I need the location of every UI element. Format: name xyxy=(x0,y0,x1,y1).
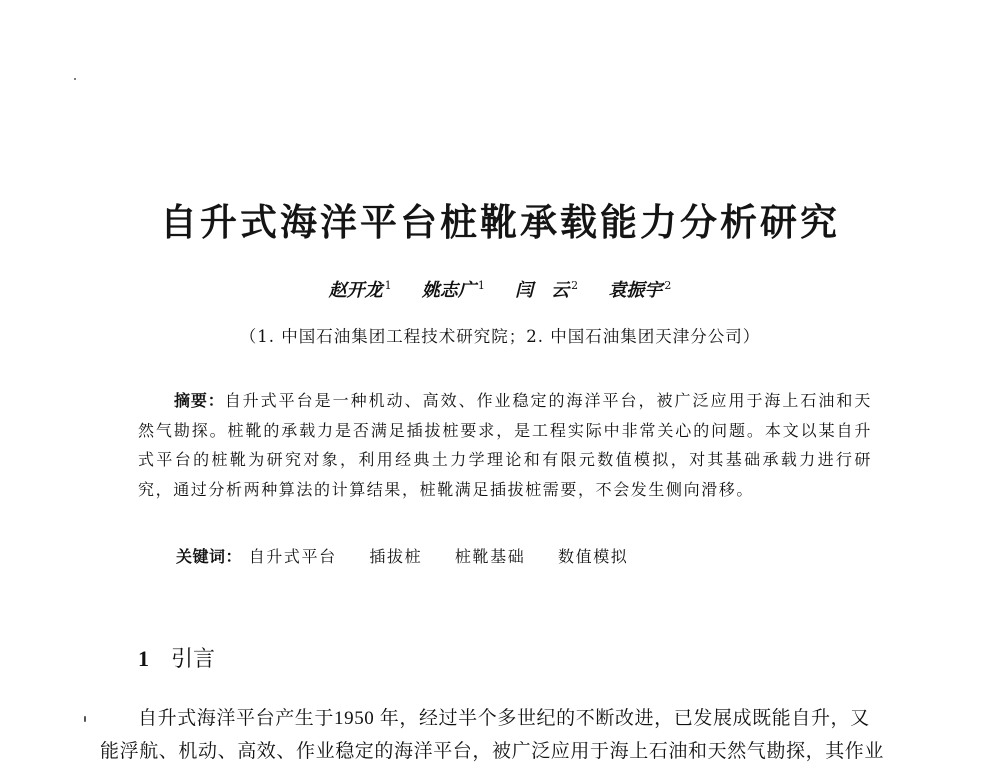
paper-title: 自升式海洋平台桩靴承载能力分析研究 xyxy=(160,201,840,244)
author xyxy=(608,272,671,305)
keyword: 数值模拟 xyxy=(558,547,629,566)
author-list xyxy=(0,272,1000,305)
section-heading xyxy=(138,643,215,676)
body-text-line: 能浮航、机动、高效、作业稳定的海洋平台，被广泛应用于海上石油和天然气勘探，其作业 xyxy=(100,741,885,762)
abstract-text: 自升式平台是一种机动、高效、作业稳定的海洋平台，被广泛应用于海上石油和天然气勘探。桩靴的承载力是否满足插拔桩要求，是工程实际中非常关心的问题。本文以某自升式平台的桩靴为研究对象，利用经典土力学理论和有限元数值模拟，对其基础承载力进行研究，通过分析两种算法的计算结果，桩靴满足插拔桩需要，不会发生侧向滑移。 xyxy=(138,391,872,499)
scan-speck xyxy=(84,716,86,722)
abstract-label: 摘要： xyxy=(174,391,225,410)
affiliations: （1. 中国石油集团工程技术研究院；2. 中国石油集团天津分公司） xyxy=(239,327,761,346)
author-name: 赵开龙 xyxy=(328,280,383,301)
keyword: 插拔桩 xyxy=(369,547,423,566)
keywords xyxy=(176,543,654,571)
author-name: 袁振宇 xyxy=(608,280,663,301)
section-number: 1 xyxy=(138,646,149,671)
affiliation-mark: 1 xyxy=(384,279,392,292)
abstract xyxy=(138,386,872,504)
author xyxy=(329,272,392,305)
author xyxy=(422,272,485,305)
affiliation-mark: 2 xyxy=(571,279,579,292)
section-title: 引言 xyxy=(171,647,216,672)
author xyxy=(515,272,578,305)
affiliation-mark: 1 xyxy=(477,279,485,292)
keywords-label: 关键词： xyxy=(176,547,243,566)
keyword: 桩靴基础 xyxy=(454,547,526,566)
author-name: 闫 云 xyxy=(515,280,570,301)
keyword: 自升式平台 xyxy=(248,547,337,566)
author-name: 姚志广 xyxy=(421,280,476,301)
scan-speck xyxy=(74,78,76,80)
affiliation-mark: 2 xyxy=(664,279,672,292)
body-text-line: 自升式海洋平台产生于1950 年，经过半个多世纪的不断改进，已发展成既能自升，又 xyxy=(138,708,870,729)
